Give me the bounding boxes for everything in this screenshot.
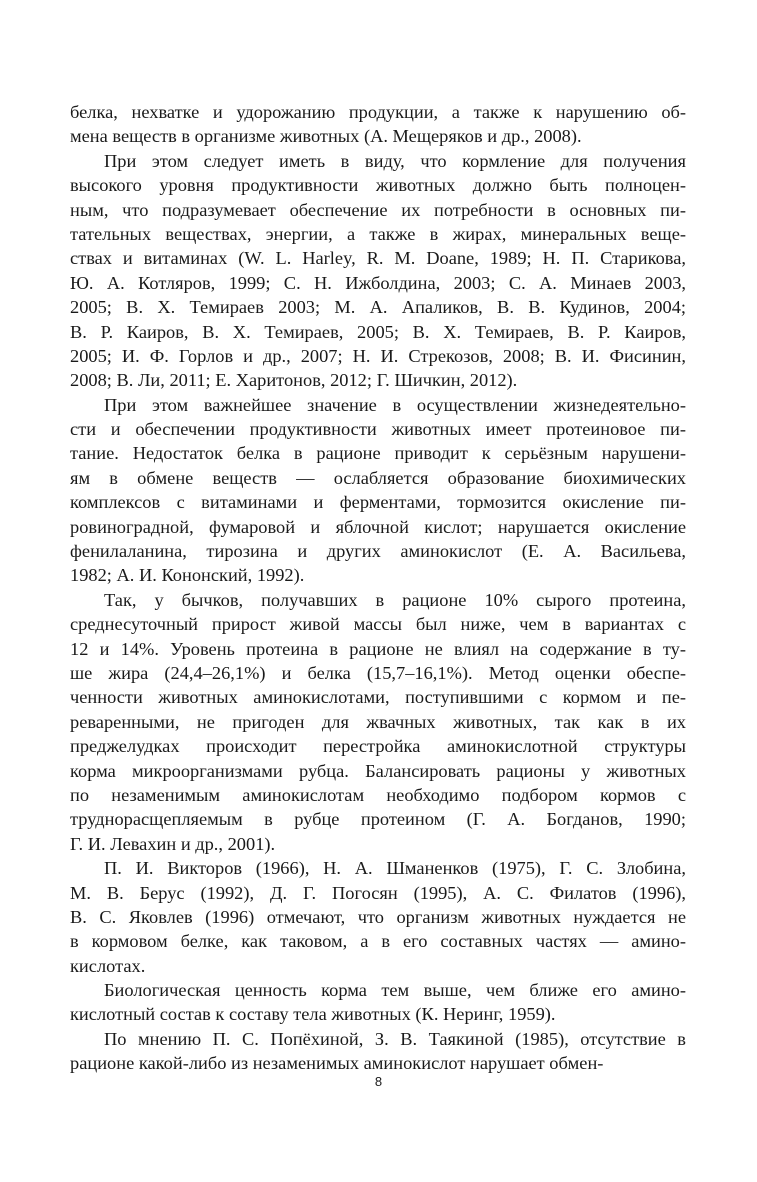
text-line: комплексов с витаминами и ферментами, тормозится окисление пи-: [70, 492, 686, 513]
text-line: высокого уровня продуктивности животных должно быть полноцен-: [70, 175, 686, 196]
text-line: фенилаланина, тирозина и других аминокислот (Е. А. Васильева,: [70, 541, 686, 562]
paragraph: [70, 978, 686, 1027]
text-line: рационе какой-либо из незаменимых аминокислот нарушает обмен-: [70, 1053, 604, 1074]
text-line: по незаменимым аминокислотам необходимо подбором кормов с: [70, 784, 686, 805]
paragraph: [70, 393, 686, 588]
text-line: 2005; И. Ф. Горлов и др., 2007; Н. И. Стрекозов, 2008; В. И. Фисинин,: [70, 345, 686, 366]
text-line: М. В. Берус (1992), Д. Г. Погосян (1995), А. С. Филатов (1996),: [70, 882, 686, 903]
text-line: труднорасщепляемым в рубце протеином (Г. А. Богданов, 1990;: [70, 809, 686, 830]
text-line: 12 и 14%. Уровень протеина в рационе не влиял на содержание в ту-: [70, 638, 686, 659]
text-line: сти и обеспечении продуктивности животных имеет протеиновое пи-: [70, 419, 686, 440]
text-line: При этом важнейшее значение в осуществлении жизнедеятельно-: [104, 394, 686, 415]
text-line: преджелудках происходит перестройка аминокислотной структуры: [70, 736, 686, 757]
text-line: реваренными, не пригоден для жвачных животных, так как в их: [70, 711, 686, 732]
text-line: По мнению П. С. Попёхиной, З. В. Таякиной (1985), отсутствие в: [104, 1028, 686, 1049]
text-line: кислотный состав к составу тела животных (К. Неринг, 1959).: [70, 1004, 556, 1025]
text-line: ным, что подразумевает обеспечение их потребности в основных пи-: [70, 199, 686, 220]
text-line: ствах и витаминах (W. L. Harley, R. M. Doane, 1989; Н. П. Старикова,: [70, 248, 686, 269]
text-line: Так, у бычков, получавших в рационе 10% сырого протеина,: [104, 589, 686, 610]
text-line: Г. И. Левахин и др., 2001).: [70, 833, 276, 854]
text-line: 2005; В. Х. Темираев 2003; М. А. Апаликов, В. В. Кудинов, 2004;: [70, 297, 686, 318]
text-line: тательных веществах, энергии, а также в жирах, минеральных веще-: [70, 223, 686, 244]
text-line: П. И. Викторов (1966), Н. А. Шманенков (1975), Г. С. Злобина,: [104, 858, 686, 879]
paragraph: [70, 856, 686, 978]
text-line: белка, нехватке и удорожанию продукции, а также к нарушению об-: [70, 102, 686, 122]
text-line: ровиноградной, фумаровой и яблочной кислот; нарушается окисление: [70, 516, 686, 537]
text-line: В. С. Яковлев (1996) отмечают, что организм животных нуждается не: [70, 906, 686, 927]
text-line: тание. Недостаток белка в рационе приводит к серьёзным нарушени-: [70, 443, 686, 464]
text-line: Ю. А. Котляров, 1999; С. Н. Ижболдина, 2003; С. А. Минаев 2003,: [70, 272, 686, 293]
text-line: 1982; А. И. Кононский, 1992).: [70, 565, 305, 586]
text-line: При этом следует иметь в виду, что кормление для получения: [104, 150, 686, 171]
text-line: В. Р. Каиров, В. Х. Темираев, 2005; В. Х. Темираев, В. Р. Каиров,: [70, 321, 686, 342]
text-line: среднесуточный прирост живой массы был ниже, чем в вариантах с: [70, 614, 686, 635]
text-line: ям в обмене веществ — ослабляется образование биохимических: [70, 467, 686, 488]
text-line: ше жира (24,4–26,1%) и белка (15,7–16,1%). Метод оценки обеспе-: [70, 662, 686, 683]
paragraph: [70, 149, 686, 393]
body-text: [70, 100, 686, 1076]
text-line: мена веществ в организме животных (А. Мещеряков и др., 2008).: [70, 126, 582, 147]
text-line: ченности животных аминокислотами, поступившими с кормом и пе-: [70, 687, 686, 708]
paragraph: [70, 1027, 686, 1076]
text-line: Биологическая ценность корма тем выше, чем ближе его амино-: [104, 980, 686, 1001]
text-line: кислотах.: [70, 955, 146, 976]
page-number: 8: [374, 1074, 383, 1089]
paragraph: [70, 100, 686, 149]
text-line: в кормовом белке, как таковом, а в его составных частях — амино-: [70, 931, 686, 952]
paragraph: [70, 588, 686, 856]
text-line: 2008; В. Ли, 2011; Е. Харитонов, 2012; Г. Шичкин, 2012).: [70, 370, 518, 391]
text-line: корма микроорганизмами рубца. Балансировать рационы у животных: [70, 760, 686, 781]
